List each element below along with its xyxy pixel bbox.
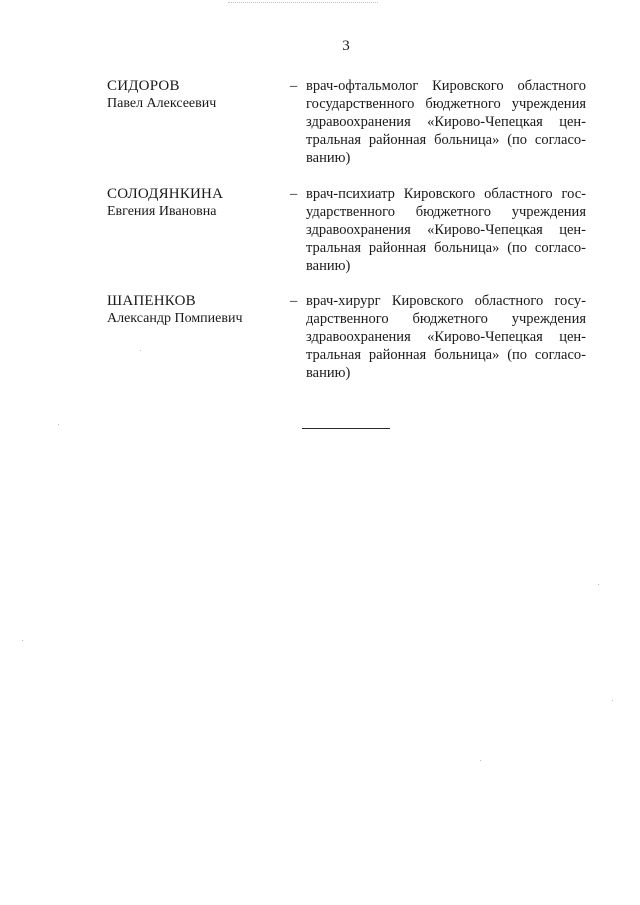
role-line: тральная районная больница» (по согласо- <box>306 347 586 363</box>
member-surname: ШАПЕНКОВ <box>107 293 196 309</box>
scan-speck <box>612 700 613 701</box>
scan-speck <box>140 350 141 351</box>
member-role <box>306 77 586 167</box>
entry-dash: – <box>290 78 298 94</box>
member-given-names: Павел Алексеевич <box>107 96 217 111</box>
role-line: здравоохранения «Кирово-Чепецкая цен- <box>306 114 586 130</box>
member-surname: СОЛОДЯНКИНА <box>107 186 224 202</box>
member-given-names: Евгения Ивановна <box>107 204 217 219</box>
member-surname: СИДОРОВ <box>107 78 180 94</box>
scan-speck <box>58 424 59 425</box>
role-line: тральная районная больница» (по согласо- <box>306 132 586 148</box>
role-line: врач-хирург Кировского областного госу- <box>306 293 586 309</box>
entry-dash: – <box>290 293 298 309</box>
member-name <box>107 77 287 113</box>
member-given-names: Александр Помпиевич <box>107 311 243 326</box>
role-line: тральная районная больница» (по согласо- <box>306 240 586 256</box>
scan-speck <box>480 760 481 761</box>
role-line: врач-психиатр Кировского областного гос- <box>306 186 586 202</box>
role-line: ванию) <box>306 150 351 166</box>
role-line: дарственного бюджетного учреждения <box>306 311 586 327</box>
end-of-list-rule <box>302 428 390 429</box>
member-role <box>306 292 586 382</box>
scan-artifact <box>228 2 378 9</box>
role-line: ванию) <box>306 258 351 274</box>
member-name <box>107 292 287 328</box>
scan-speck <box>598 584 599 585</box>
entry-dash: – <box>290 186 298 202</box>
role-line: государственного бюджетного учреждения <box>306 96 586 112</box>
role-line: здравоохранения «Кирово-Чепецкая цен- <box>306 329 586 345</box>
role-line: ударственного бюджетного учреждения <box>306 204 586 220</box>
role-line: врач-офтальмолог Кировского областного <box>306 78 586 94</box>
role-line: здравоохранения «Кирово-Чепецкая цен- <box>306 222 586 238</box>
scan-speck <box>22 640 23 641</box>
member-name <box>107 185 287 221</box>
page-number: 3 <box>342 38 350 54</box>
member-role <box>306 185 586 275</box>
role-line: ванию) <box>306 365 351 381</box>
